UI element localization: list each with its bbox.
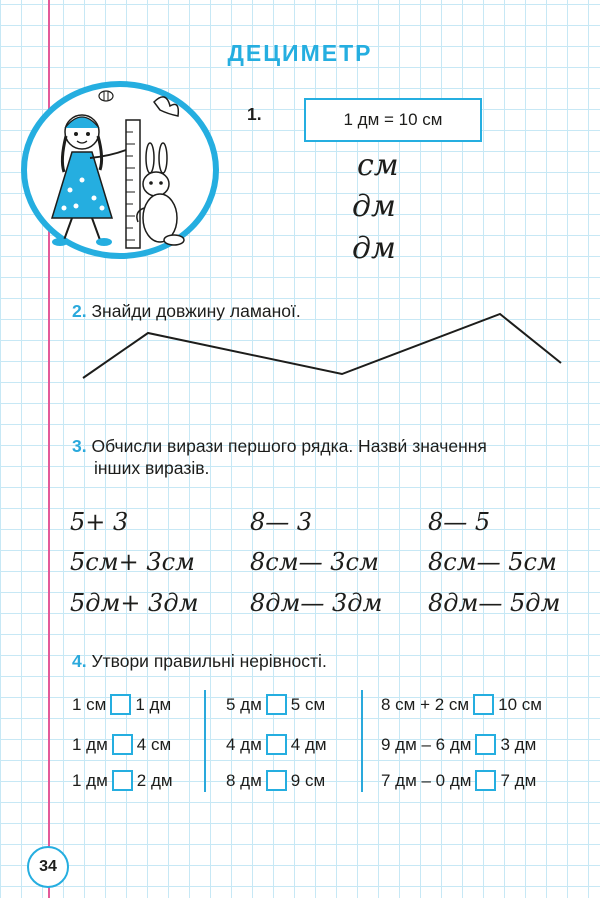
expression: 8— 5 <box>428 508 491 536</box>
expression: 8см— 5см <box>428 548 557 576</box>
expression: 8дм— 3дм <box>250 589 383 617</box>
task-3-heading <box>72 435 487 457</box>
left-operand: 1 см <box>72 694 107 714</box>
task-2-text: Знайди довжину ламаної. <box>91 301 301 321</box>
expression: 5+ 3 <box>70 508 129 536</box>
right-operand: 10 см <box>498 694 542 714</box>
right-operand: 4 дм <box>290 734 327 754</box>
task-1-number: 1. <box>247 104 262 124</box>
comparison-box[interactable] <box>266 734 287 755</box>
comparison-box[interactable] <box>110 694 131 715</box>
column-divider <box>361 690 363 792</box>
comparison-box[interactable] <box>112 734 133 755</box>
task-3-text-line-1: Обчисли вирази першого рядка. Назви́ значення <box>91 436 487 456</box>
column-divider <box>204 690 206 792</box>
task-3-text-line-2: інших виразів. <box>94 458 210 478</box>
page-title: ДЕЦИМЕТР <box>227 40 373 66</box>
inequality-row <box>72 694 171 715</box>
expression: 8дм— 5дм <box>428 589 561 617</box>
task-2-number: 2. <box>72 301 87 321</box>
expression: 5см+ 3см <box>70 548 195 576</box>
comparison-box[interactable] <box>266 694 287 715</box>
script-unit-1: см <box>357 148 399 183</box>
inequality-row <box>226 734 327 755</box>
comparison-box[interactable] <box>475 770 496 791</box>
left-operand: 5 дм <box>226 694 262 714</box>
left-operand: 1 дм <box>72 734 108 754</box>
inequality-row <box>72 734 171 755</box>
right-operand: 3 дм <box>500 734 537 754</box>
left-operand: 7 дм – 0 дм <box>381 770 472 790</box>
script-unit-2: дм <box>352 189 396 224</box>
right-operand: 4 см <box>136 734 172 754</box>
left-operand: 8 см + 2 см <box>381 694 470 714</box>
formula-box: 1 дм = 10 см <box>304 98 482 142</box>
expression: 8— 3 <box>250 508 313 536</box>
right-operand: 7 дм <box>500 770 537 790</box>
comparison-box[interactable] <box>475 734 496 755</box>
task-4-number: 4. <box>72 651 87 671</box>
expression: 5дм+ 3дм <box>70 589 199 617</box>
inequality-row <box>381 770 536 791</box>
comparison-box[interactable] <box>112 770 133 791</box>
task-4-heading <box>72 650 327 672</box>
right-operand: 2 дм <box>136 770 173 790</box>
expression: 8см— 3см <box>250 548 379 576</box>
left-operand: 4 дм <box>226 734 262 754</box>
inequality-row <box>381 694 542 715</box>
inequality-row <box>226 694 325 715</box>
right-operand: 5 см <box>290 694 326 714</box>
comparison-box[interactable] <box>473 694 494 715</box>
inequality-row <box>226 770 325 791</box>
page-number: 34 <box>27 846 69 888</box>
right-operand: 9 см <box>290 770 326 790</box>
right-operand: 1 дм <box>135 694 172 714</box>
inequality-row <box>381 734 536 755</box>
left-operand: 8 дм <box>226 770 262 790</box>
task-3-number: 3. <box>72 436 87 456</box>
task-4-text: Утвори правильні нерівності. <box>91 651 327 671</box>
left-operand: 9 дм – 6 дм <box>381 734 472 754</box>
script-unit-3: дм <box>352 231 396 266</box>
comparison-box[interactable] <box>266 770 287 791</box>
left-operand: 1 дм <box>72 770 108 790</box>
inequality-row <box>72 770 173 791</box>
